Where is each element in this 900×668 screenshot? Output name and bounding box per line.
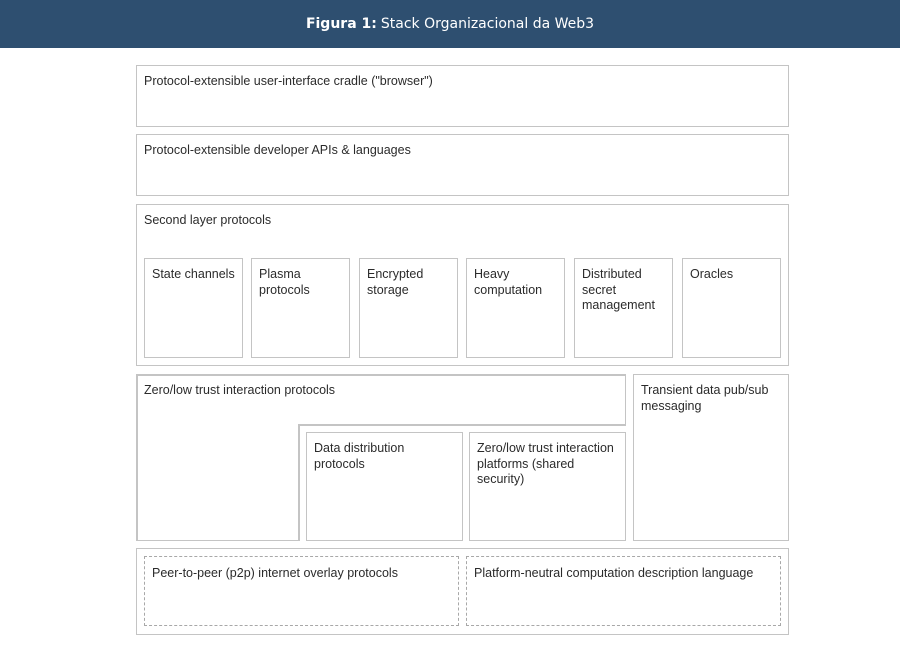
encrypted-storage-label: Encrypted storage <box>367 267 424 297</box>
browser-layer-label: Protocol-extensible user-interface cradle ("browser") <box>144 74 433 88</box>
data-distribution-box <box>306 432 463 541</box>
heavy-computation-box <box>466 258 565 358</box>
trust-platforms-box <box>469 432 626 541</box>
p2p-overlay-label: Peer-to-peer (p2p) internet overlay protocols <box>152 566 398 580</box>
state-channels-box <box>144 258 243 358</box>
computation-language-label: Platform-neutral computation description language <box>474 566 754 580</box>
figure-title: Stack Organizacional da Web3 <box>380 16 595 32</box>
zero-trust-border-step <box>298 424 626 426</box>
computation-language-box <box>466 556 781 626</box>
zero-trust-border-right <box>625 374 627 425</box>
plasma-protocols-box <box>251 258 350 358</box>
figure-label: Figura 1: <box>305 16 377 32</box>
distributed-secret-management-box <box>574 258 673 358</box>
pubsub-messaging-label: Transient data pub/sub messaging <box>641 383 769 413</box>
distributed-secret-management-label: Distributed secret management <box>582 267 655 312</box>
zero-trust-border-inner <box>298 424 300 541</box>
encrypted-storage-box <box>359 258 458 358</box>
data-distribution-label: Data distribution protocols <box>314 441 405 471</box>
zero-trust-protocols-title: Zero/low trust interaction protocols <box>144 383 336 397</box>
zero-trust-border-left <box>136 374 138 541</box>
second-layer-protocols-title: Second layer protocols <box>144 213 272 227</box>
figure-header <box>0 0 900 48</box>
oracles-label: Oracles <box>690 267 734 281</box>
browser-layer <box>136 65 789 127</box>
zero-trust-border-top <box>136 374 626 376</box>
plasma-protocols-label: Plasma protocols <box>259 267 310 297</box>
heavy-computation-label: Heavy computation <box>474 267 543 297</box>
p2p-overlay-box <box>144 556 459 626</box>
trust-platforms-label: Zero/low trust interaction platforms (shared security) <box>477 441 614 486</box>
developer-apis-layer <box>136 134 789 196</box>
oracles-box <box>682 258 781 358</box>
developer-apis-layer-label: Protocol-extensible developer APIs & languages <box>144 143 411 157</box>
pubsub-messaging-box <box>633 374 789 541</box>
zero-trust-border-bottom <box>136 540 299 542</box>
state-channels-label: State channels <box>152 267 235 281</box>
